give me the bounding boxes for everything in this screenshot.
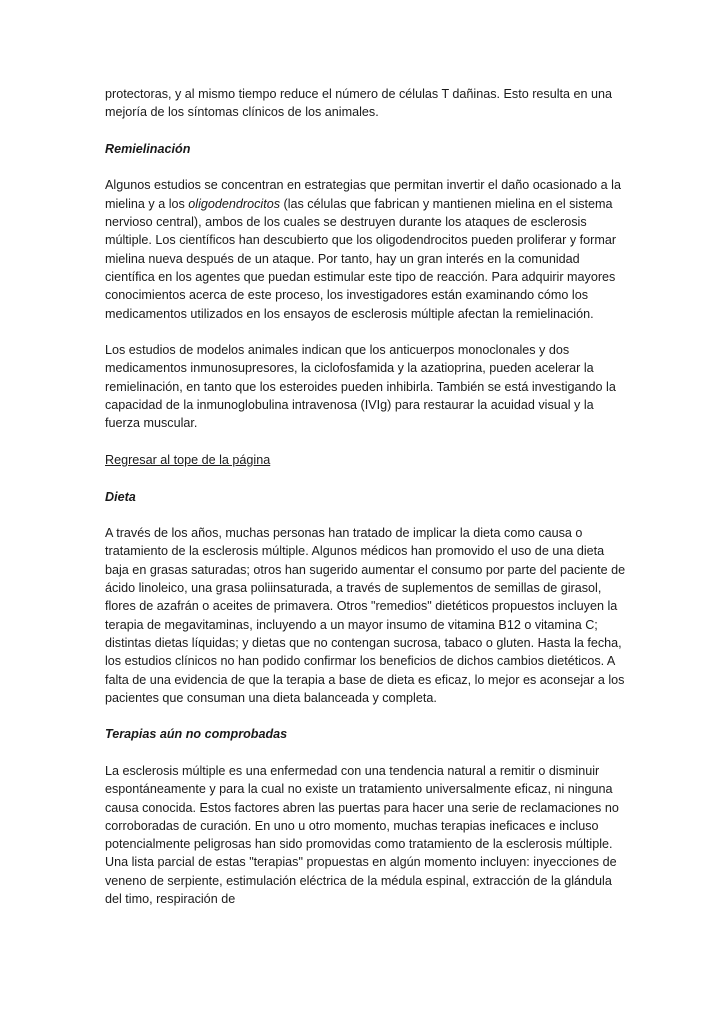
back-to-top-link[interactable]: Regresar al tope de la página <box>105 452 271 467</box>
heading-dieta: Dieta <box>105 489 136 504</box>
paragraph-intro-continuation: protectoras, y al mismo tiempo reduce el número de células T dañinas. Esto resulta en una mejoría de los síntomas clínicos de los animales. <box>105 87 613 120</box>
paragraph-remielinacion-1 <box>105 176 627 322</box>
heading-remielinacion: Remielinación <box>105 141 191 156</box>
paragraph-text: (las células que fabrican y mantienen mielina en el sistema nervioso central), ambos de los cuales se destruyen durante los ataques de esclerosis múltiple. Los científicos han descubierto que los oligodendrocitos pueden proliferar y formar mielina nueva después de un ataque. Por tanto, hay un gran interés en la comunidad científica en los agentes que puedan estimular este tipo de reacción. Para adquirir mayores conocimientos acerca de este proceso, los investigadores están examinando cómo los medicamentos utilizados en los ensayos de esclerosis múltiple afectan la remielinación. <box>105 196 617 321</box>
document-body <box>105 85 627 927</box>
term-oligodendrocitos: oligodendrocitos <box>188 196 281 211</box>
paragraph-text: Algunos estudios se concentran en estrategias que permitan invertir el daño ocasionado a la mielina y a los <box>105 178 621 211</box>
paragraph-remielinacion-2: Los estudios de modelos animales indican que los anticuerpos monoclonales y dos medicamentos inmunosupresores, la ciclofosfamida y la azatioprina, pueden acelerar la remielinación, en tanto que los esteroides pueden inhibirla. También se está investigando la capacidad de la inmunoglobulina intravenosa (IVIg) para restaurar la acuidad visual y la fuerza muscular. <box>105 343 616 431</box>
back-to-top-row <box>105 451 627 469</box>
paragraph-terapias: La esclerosis múltiple es una enfermedad con una tendencia natural a remitir o disminuir espontáneamente y para la cual no existe un tratamiento universalmente eficaz, ni ninguna causa conocida. Estos factores abren las puertas para hacer una serie de reclamaciones no corroboradas de curación. En uno u otro momento, muchas terapias ineficaces e incluso potencialmente peligrosas han sido promovidas como tratamiento de la esclerosis múltiple. Una lista parcial de estas "terapias" propuestas en algún momento incluyen: inyecciones de veneno de serpiente, estimulación eléctrica de la médula espinal, extracción de la glándula del timo, respiración de <box>105 763 619 907</box>
paragraph-dieta: A través de los años, muchas personas han tratado de implicar la dieta como causa o tratamiento de la esclerosis múltiple. Algunos médicos han promovido el uso de una dieta baja en grasas saturadas; otros han sugerido aumentar el consumo por parte del paciente de ácido linoleico, una grasa poliinsaturada, a través de suplementos de semillas de girasol, flores de azafrán o aceites de primavera. Otros "remedios" dietéticos propuestos incluyen la terapia de megavitaminas, incluyendo a un mayor insumo de vitamina B12 o vitamina C; distintas dietas líquidas; y dietas que no contengan sucrosa, tabaco o gluten. Hasta la fecha, los estudios clínicos no han podido confirmar los beneficios de dichos cambios dietéticos. A falta de una evidencia de que la terapia a base de dieta es eficaz, lo mejor es aconsejar a los pacientes que consuman una dieta balanceada y completa. <box>105 526 626 705</box>
heading-terapias: Terapias aún no comprobadas <box>105 727 288 742</box>
